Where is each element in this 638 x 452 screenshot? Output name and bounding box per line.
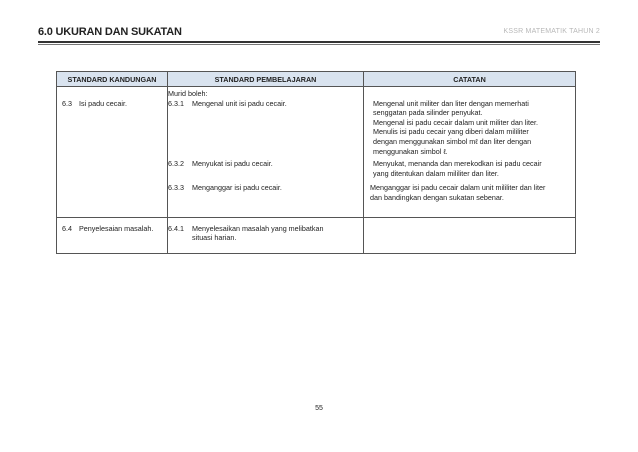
sp-code: 6.3.2 [168, 159, 184, 169]
note-line: Menulis isi padu cecair yang diberi dalam mililiter [373, 127, 529, 137]
standard-pembelajaran-cell [168, 217, 364, 253]
sp-code: 6.3.1 [168, 98, 184, 108]
sp-code: 6.4.1 [168, 223, 184, 233]
sp-text: Menganggar isi padu cecair. [192, 183, 282, 193]
note-line: dan bandingkan dengan sukatan sebenar. [370, 192, 504, 202]
page-title: 6.0 UKURAN DAN SUKATAN [38, 26, 182, 38]
header-standard-kandungan: STANDARD KANDUNGAN [57, 72, 168, 87]
page-number: 55 [315, 405, 323, 412]
curriculum-table [56, 71, 576, 254]
note-line: senggatan pada silinder penyukat. [373, 108, 483, 118]
note-line: yang ditentukan dalam mililiter dan liter. [373, 168, 499, 178]
header-rule [38, 41, 600, 43]
sk-text: Isi padu cecair. [79, 98, 127, 108]
page-header [38, 26, 600, 40]
header-standard-pembelajaran: STANDARD PEMBELAJARAN [168, 72, 364, 87]
catatan-cell [364, 178, 576, 217]
table-row [57, 156, 576, 178]
note-line: Mengenal isi padu cecair dalam unit militer dan liter. [373, 117, 538, 127]
catatan-cell [364, 87, 576, 157]
note-line: Menganggar isi padu cecair dalam unit mililiter dan liter [370, 183, 546, 193]
table-header-row [57, 72, 576, 87]
standard-kandungan-cell [57, 217, 168, 253]
header-rule-thin [38, 44, 600, 45]
table-row [57, 217, 576, 253]
sk-text: Penyelesaian masalah. [79, 223, 154, 233]
sp-text: Mengenal unit isi padu cecair. [192, 98, 287, 108]
note-line: Mengenal unit militer dan liter dengan memerhati [373, 98, 529, 108]
header-catatan: CATATAN [364, 72, 576, 87]
table-row [57, 87, 576, 157]
standard-pembelajaran-cell [168, 178, 364, 217]
sk-code: 6.3 [62, 98, 72, 108]
standard-kandungan-cell [57, 87, 168, 157]
sp-code: 6.3.3 [168, 183, 184, 193]
catatan-cell [364, 217, 576, 253]
catatan-cell [364, 156, 576, 178]
note-line: menggunakan simbol ℓ. [373, 146, 448, 156]
intro-text: Murid boleh: [168, 89, 208, 98]
sp-text: Menyukat isi padu cecair. [192, 159, 273, 169]
standard-pembelajaran-cell [168, 87, 364, 157]
sk-code: 6.4 [62, 223, 72, 233]
page-subtitle: KSSR MATEMATIK TAHUN 2 [503, 28, 600, 35]
standard-pembelajaran-cell [168, 156, 364, 178]
sp-text-continued: situasi harian. [192, 233, 237, 243]
note-line: Menyukat, menanda dan merekodkan isi padu cecair [373, 159, 542, 169]
table-row [57, 178, 576, 217]
note-line: dengan menggunakan simbol mℓ dan liter dengan [373, 136, 532, 146]
sp-text: Menyelesaikan masalah yang melibatkan [192, 223, 324, 233]
